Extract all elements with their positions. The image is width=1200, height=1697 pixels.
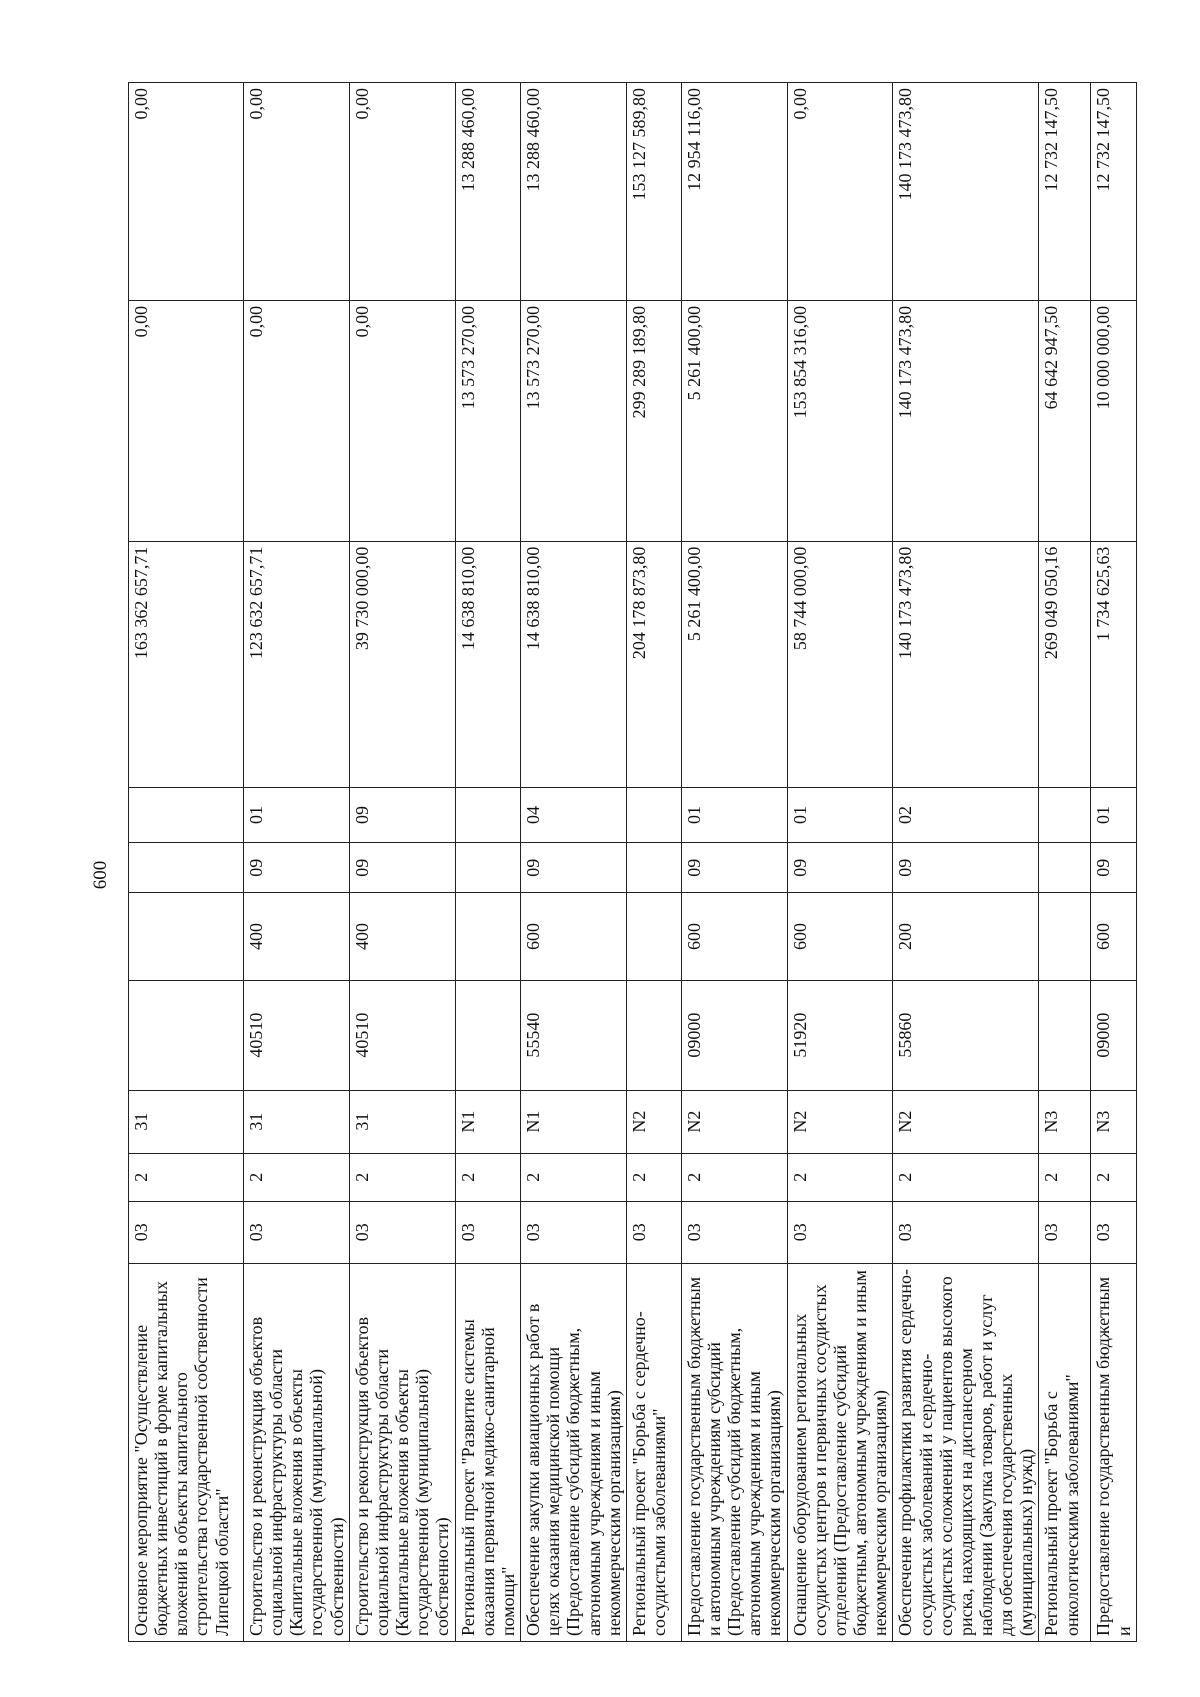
amount-year-2: 299 289 189,80: [626, 300, 681, 541]
row-name: Оснащение оборудованием региональных сосудистых центров и первичных сосудистых отделений (Предоставление субсидий бюджетным, автономным учреждениям и иным некоммерческим организациям): [787, 1263, 893, 1641]
code-subsection: 09: [349, 788, 455, 843]
table-row: [893, 83, 1039, 1642]
code-subprogram: 2: [455, 1153, 520, 1201]
code-direction: 40510: [244, 980, 350, 1090]
code-event: N1: [455, 1090, 520, 1153]
code-event: N1: [521, 1090, 627, 1153]
amount-year-3: 0,00: [787, 83, 893, 301]
amount-year-1: 14 638 810,00: [455, 541, 520, 787]
amount-year-2: 64 642 947,50: [1039, 300, 1091, 541]
code-subprogram: 2: [244, 1153, 350, 1201]
rotated-table: [128, 82, 1134, 1642]
code-direction: 55860: [893, 980, 1039, 1090]
code-subsection: 01: [244, 788, 350, 843]
code-event: 31: [349, 1090, 455, 1153]
code-direction: 55540: [521, 980, 627, 1090]
row-name: Строительство и реконструкция объектов социальной инфраструктуры области (Капитальные вложения в объекты государственной (муниципальной) собственности): [244, 1263, 350, 1641]
code-direction: 09000: [681, 980, 787, 1090]
code-subsection: [129, 788, 244, 843]
code-section: [455, 843, 520, 893]
code-expense-type: 400: [244, 893, 350, 980]
amount-year-1: 123 632 657,71: [244, 541, 350, 787]
table-row: [681, 83, 787, 1642]
row-name: Строительство и реконструкция объектов социальной инфраструктуры области (Капитальные вложения в объекты государственной (муниципальной) собственности): [349, 1263, 455, 1641]
code-subprogram: 2: [893, 1153, 1039, 1201]
code-expense-type: [1039, 893, 1091, 980]
code-event: N3: [1091, 1090, 1136, 1153]
code-direction: [626, 980, 681, 1090]
amount-year-1: 269 049 050,16: [1039, 541, 1091, 787]
code-subsection: 01: [681, 788, 787, 843]
row-name: Основное мероприятие "Осуществление бюджетных инвестиций в форме капитальных вложений в объекты капитального строительства государственной собственности Липецкой области": [129, 1263, 244, 1641]
budget-table: [128, 82, 1137, 1642]
amount-year-3: 13 288 460,00: [455, 83, 520, 301]
row-name: Обеспечение профилактики развития сердечно-сосудистых заболеваний и сердечно-сосудистых осложнений у пациентов высокого риска, находящихся на диспансерном наблюдении (Закупка товаров, работ и услуг для обеспечения государственных (муниципальных) нужд): [893, 1263, 1039, 1641]
amount-year-3: 153 127 589,80: [626, 83, 681, 301]
code-section: [1039, 843, 1091, 893]
code-direction: 40510: [349, 980, 455, 1090]
row-name: Региональный проект "Борьба с онкологическими заболеваниями": [1039, 1263, 1091, 1641]
row-name: Предоставление государственным бюджетным и: [1091, 1263, 1136, 1641]
row-name: Региональный проект "Борьба с сердечно-сосудистыми заболеваниями": [626, 1263, 681, 1641]
code-section: 09: [349, 843, 455, 893]
amount-year-1: 163 362 657,71: [129, 541, 244, 787]
code-subprogram: 2: [787, 1153, 893, 1201]
row-name: Обеспечение закупки авиационных работ в целях оказания медицинской помощи (Предоставление субсидий бюджетным, автономным учреждениям и иным некоммерческим организациям): [521, 1263, 627, 1641]
code-subsection: [455, 788, 520, 843]
amount-year-2: 13 573 270,00: [521, 300, 627, 541]
code-expense-type: 600: [681, 893, 787, 980]
code-section: 09: [787, 843, 893, 893]
code-section: 09: [521, 843, 627, 893]
code-expense-type: 200: [893, 893, 1039, 980]
code-subprogram: 2: [1039, 1153, 1091, 1201]
code-event: N2: [893, 1090, 1039, 1153]
table-row: [244, 83, 350, 1642]
code-direction: [1039, 980, 1091, 1090]
code-event: N2: [681, 1090, 787, 1153]
table-area: [128, 82, 1134, 1642]
table-row: [521, 83, 627, 1642]
code-direction: 09000: [1091, 980, 1136, 1090]
code-direction: [129, 980, 244, 1090]
code-subsection: 02: [893, 788, 1039, 843]
code-expense-type: 600: [1091, 893, 1136, 980]
code-expense-type: [626, 893, 681, 980]
code-expense-type: [455, 893, 520, 980]
amount-year-2: 10 000 000,00: [1091, 300, 1136, 541]
code-program: 03: [129, 1201, 244, 1263]
table-row: [1091, 83, 1136, 1642]
amount-year-1: 140 173 473,80: [893, 541, 1039, 787]
row-name: Предоставление государственным бюджетным и автономным учреждениям субсидий (Предоставление субсидий бюджетным, автономным учреждениям и иным некоммерческим организациям): [681, 1263, 787, 1641]
code-expense-type: 600: [787, 893, 893, 980]
code-expense-type: [129, 893, 244, 980]
code-subsection: 01: [1091, 788, 1136, 843]
code-section: 09: [244, 843, 350, 893]
code-section: [129, 843, 244, 893]
code-event: 31: [129, 1090, 244, 1153]
code-program: 03: [1039, 1201, 1091, 1263]
amount-year-2: 5 261 400,00: [681, 300, 787, 541]
code-direction: [455, 980, 520, 1090]
code-event: N2: [787, 1090, 893, 1153]
amount-year-1: 1 734 625,63: [1091, 541, 1136, 787]
amount-year-2: 153 854 316,00: [787, 300, 893, 541]
amount-year-3: 12 732 147,50: [1039, 83, 1091, 301]
amount-year-1: 39 730 000,00: [349, 541, 455, 787]
row-name: Региональный проект "Развитие системы оказания первичной медико-санитарной помощи": [455, 1263, 520, 1641]
code-subprogram: 2: [626, 1153, 681, 1201]
code-program: 03: [455, 1201, 520, 1263]
code-program: 03: [626, 1201, 681, 1263]
code-section: 09: [893, 843, 1039, 893]
code-program: 03: [244, 1201, 350, 1263]
amount-year-3: 0,00: [244, 83, 350, 301]
code-program: 03: [1091, 1201, 1136, 1263]
code-section: 09: [681, 843, 787, 893]
amount-year-1: 5 261 400,00: [681, 541, 787, 787]
code-program: 03: [681, 1201, 787, 1263]
amount-year-3: 0,00: [349, 83, 455, 301]
amount-year-3: 13 288 460,00: [521, 83, 627, 301]
amount-year-1: 204 178 873,80: [626, 541, 681, 787]
code-section: [626, 843, 681, 893]
amount-year-2: 0,00: [244, 300, 350, 541]
code-subprogram: 2: [521, 1153, 627, 1201]
amount-year-1: 14 638 810,00: [521, 541, 627, 787]
code-subprogram: 2: [1091, 1153, 1136, 1201]
code-direction: 51920: [787, 980, 893, 1090]
table-row: [787, 83, 893, 1642]
amount-year-3: 0,00: [129, 83, 244, 301]
code-subsection: 01: [787, 788, 893, 843]
code-program: 03: [893, 1201, 1039, 1263]
amount-year-2: 13 573 270,00: [455, 300, 520, 541]
code-subprogram: 2: [129, 1153, 244, 1201]
table-row: [455, 83, 520, 1642]
table-row: [1039, 83, 1091, 1642]
code-program: 03: [787, 1201, 893, 1263]
table-row: [349, 83, 455, 1642]
amount-year-3: 12 954 116,00: [681, 83, 787, 301]
code-expense-type: 600: [521, 893, 627, 980]
code-event: N3: [1039, 1090, 1091, 1153]
amount-year-3: 140 173 473,80: [893, 83, 1039, 301]
code-section: 09: [1091, 843, 1136, 893]
amount-year-2: 0,00: [349, 300, 455, 541]
amount-year-1: 58 744 000,00: [787, 541, 893, 787]
page-number: 600: [90, 860, 111, 890]
code-event: N2: [626, 1090, 681, 1153]
code-program: 03: [349, 1201, 455, 1263]
code-event: 31: [244, 1090, 350, 1153]
code-subprogram: 2: [349, 1153, 455, 1201]
code-subsection: [1039, 788, 1091, 843]
code-program: 03: [521, 1201, 627, 1263]
amount-year-2: 0,00: [129, 300, 244, 541]
table-row: [129, 83, 244, 1642]
code-expense-type: 400: [349, 893, 455, 980]
table-row: [626, 83, 681, 1642]
code-subsection: [626, 788, 681, 843]
amount-year-3: 12 732 147,50: [1091, 83, 1136, 301]
amount-year-2: 140 173 473,80: [893, 300, 1039, 541]
code-subprogram: 2: [681, 1153, 787, 1201]
code-subsection: 04: [521, 788, 627, 843]
